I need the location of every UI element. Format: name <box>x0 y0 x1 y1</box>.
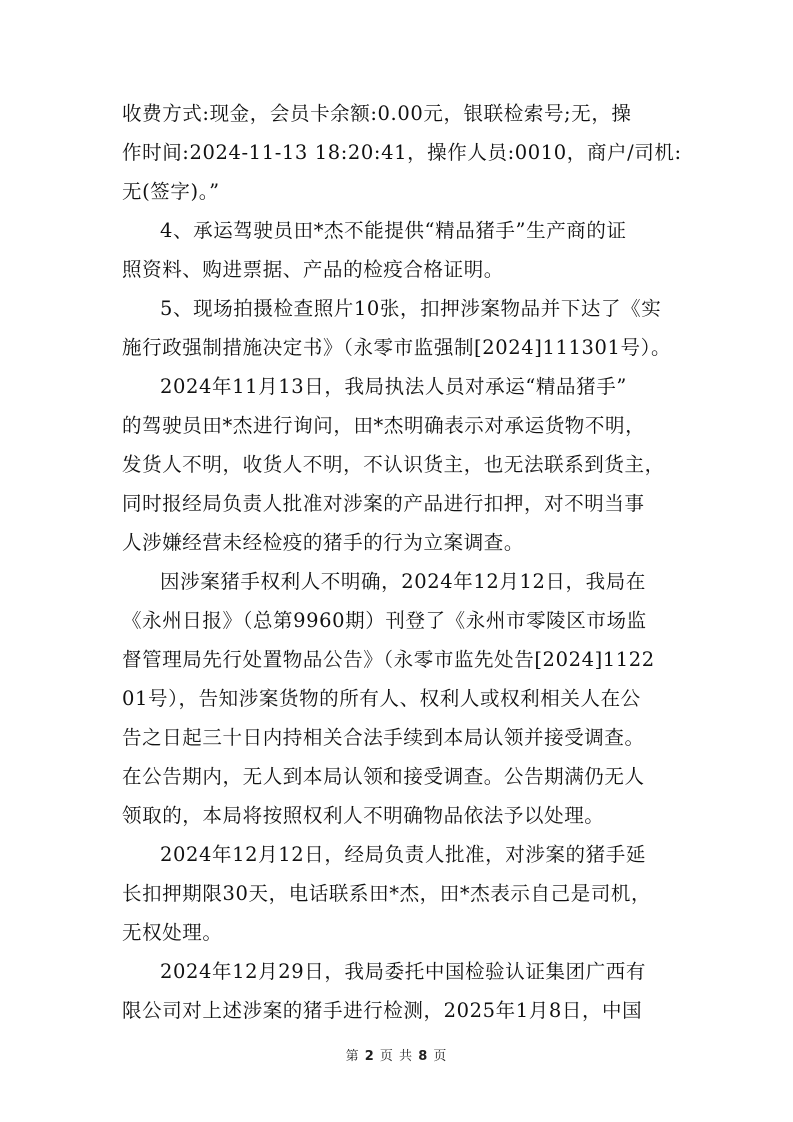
text-line: 因涉案猪手权利人不明确，2024年12月12日，我局在 <box>160 570 646 593</box>
text-line: 2024年11月13日，我局执法人员对承运“精品猪手” <box>160 375 627 398</box>
footer-prefix: 第 <box>345 1049 360 1064</box>
text-line: 在公告期内，无人到本局认领和接受调查。公告期满仍无人 <box>122 765 645 788</box>
text-line: 5、现场拍摄检查照片10张，扣押涉案物品并下达了《实 <box>160 297 662 320</box>
text-line: 《永州日报》（总第9960期）刊登了《永州市零陵区市场监 <box>122 609 647 632</box>
text-line: 照资料、购进票据、产品的检疫合格证明。 <box>122 258 504 281</box>
footer-middle: 页 共 <box>379 1049 414 1064</box>
current-page-number: 2 <box>364 1049 375 1064</box>
text-line: 督管理局先行处置物品公告》（永零市监先处告[2024]1122 <box>122 648 655 671</box>
total-page-count: 8 <box>418 1049 429 1064</box>
text-line: 无权处理。 <box>122 921 223 944</box>
text-line: 收费方式:现金，会员卡余额:0.00元，银联检索号;无，操 <box>122 102 632 125</box>
text-line: 4、承运驾驶员田*杰不能提供“精品猪手”生产商的证 <box>160 219 627 242</box>
text-line: 无(签字)。” <box>122 180 220 203</box>
page-footer <box>0 1045 793 1064</box>
text-line: 的驾驶员田*杰进行询问，田*杰明确表示对承运货物不明， <box>122 414 646 437</box>
text-line: 长扣押期限30天，电话联系田*杰，田*杰表示自己是司机， <box>122 882 652 905</box>
text-line: 施行政强制措施决定书》（永零市监强制[2024]111301号）。 <box>122 336 672 359</box>
text-line: 告之日起三十日内持相关合法手续到本局认领并接受调查。 <box>122 726 645 749</box>
text-line: 发货人不明，收货人不明，不认识货主，也无法联系到货主， <box>122 453 665 476</box>
text-line: 领取的，本局将按照权利人不明确物品依法予以处理。 <box>122 804 605 827</box>
text-line: 2024年12月29日，我局委托中国检验认证集团广西有 <box>160 960 646 983</box>
text-line: 同时报经局负责人批准对涉案的产品进行扣押，对不明当事 <box>122 492 645 515</box>
text-line: 作时间:2024-11-13 18:20:41，操作人员:0010，商户/司机: <box>122 141 682 164</box>
text-line: 限公司对上述涉案的猪手进行检测，2025年1月8日，中国 <box>122 999 643 1022</box>
text-line: 人涉嫌经营未经检疫的猪手的行为立案调查。 <box>122 531 525 554</box>
text-line: 01号），告知涉案货物的所有人、权利人或权利相关人在公 <box>122 687 641 710</box>
text-line: 2024年12月12日，经局负责人批准，对涉案的猪手延 <box>160 843 646 866</box>
footer-suffix: 页 <box>433 1049 448 1064</box>
